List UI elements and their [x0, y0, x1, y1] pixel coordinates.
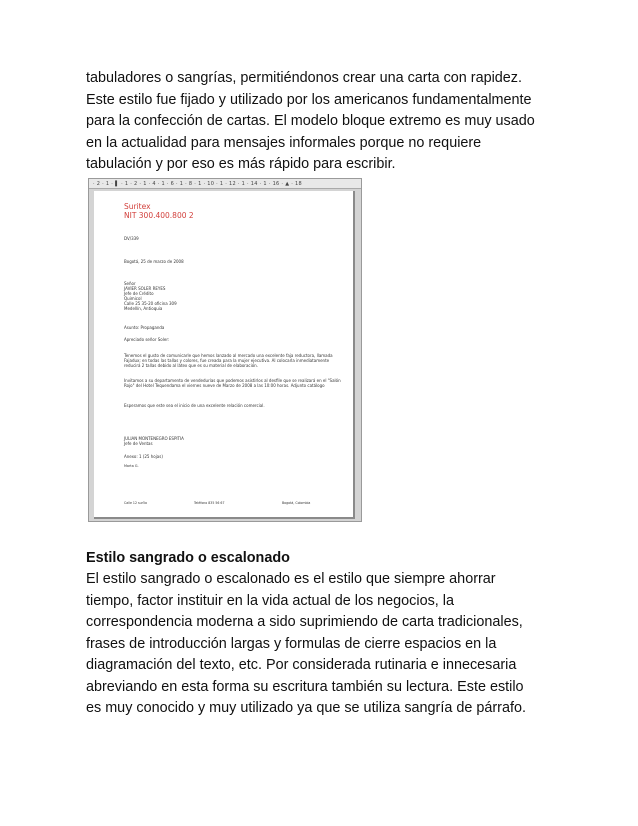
- text-line: frases de introducción largas y formulas de cierre espacios en la: [86, 635, 497, 652]
- letter-body-paragraph: Tenemos el gusto de comunicarle que hemos lanzado al mercado una excelente faja reductora, llamada Fajadux; en todas las tallas y colores, fue creada para la mujer ejecutiva. Al colocarla inmediatamente reducirá 2 tallas debido al látex que es su material de elaboración.: [124, 353, 333, 368]
- text-line: tabulación y por eso es más rápido para escribir.: [86, 156, 396, 172]
- text-line: en la actualidad para mensajes informales porque no requiere: [86, 134, 482, 151]
- signer-name: JULIAN MONTENEGRO ESPITIA: [124, 436, 184, 441]
- letter-body-paragraph: Invitamos a su departamento de vendedurías que podemos asistirlos al desfile que se realizará en el "Salón Rojo" del Hotel Tequendama el viernes nueve de Marzo de 2008 a las 10:00 horas. Adjunto catálogo: [124, 378, 341, 388]
- text-line: tabuladores o sangrías, permitiéndonos crear una carta con rapidez.: [86, 70, 522, 86]
- letter-addressee: [124, 281, 342, 311]
- section-paragraph: [86, 569, 564, 720]
- letter-date: Bogotá, 25 de marzo de 2008: [124, 259, 184, 264]
- text-line: Este estilo fue fijado y utilizado por los americanos fundamentalmente: [86, 91, 532, 108]
- text-line: diagramación del texto, etc. Por considerada rutinaria e innecesaria: [86, 657, 517, 673]
- text-line: para la confección de cartas. El modelo bloque extremo es muy usado: [86, 113, 535, 129]
- letter-subject: Asunto: Propaganda: [124, 325, 165, 330]
- addressee-line: Señor: [124, 281, 136, 286]
- addressee-line: Medellín, Antioquia: [124, 306, 163, 311]
- signer-title: Jefe de Ventas: [124, 441, 153, 446]
- letter-initials: Marta G.: [124, 464, 139, 468]
- text-line: tiempo, factor instituir en la vida actual de los negocios, la: [86, 592, 454, 609]
- letter-page: [94, 191, 355, 519]
- letter-greeting: Apreciado señor Soler:: [124, 337, 170, 342]
- text-line: es muy conocido y muy utilizado ya que se utiliza sangría de párrafo.: [86, 700, 526, 716]
- letter-example-image: [88, 178, 362, 522]
- letter-signature-block: [124, 436, 342, 446]
- text-line: El estilo sangrado o escalonado es el estilo que siempre ahorrar: [86, 571, 496, 587]
- addressee-line: Quimicol: [124, 296, 142, 301]
- letter-attachment: Anexo: 1 (25 hojas): [124, 454, 163, 459]
- letter-reference: DV/339: [124, 236, 139, 241]
- letter-nit: NIT 300.400.800 2: [124, 211, 194, 220]
- footer-address: Calle 12 sur5a: [124, 501, 147, 505]
- addressee-line: JAVIER SOLER REYES: [124, 286, 166, 291]
- text-line: correspondencia moderna a sido suprimiendo de carta tradicionales,: [86, 614, 523, 630]
- letter-closing: Esperamos que este sea el inicio de una excelente relación comercial.: [124, 403, 265, 408]
- footer-city: Bogotá, Colombia: [282, 501, 311, 505]
- letter-brand: Suritex: [124, 202, 151, 211]
- intro-paragraph: [86, 68, 564, 176]
- word-ruler: · 2 · 1 · ▌ · 1 · 2 · 1 · 4 · 1 · 6 · 1 · 8 · 1 · 10 · 1 · 12 · 1 · 14 · 1 · 16 · ▲ · 18: [89, 179, 361, 189]
- section-heading: Estilo sangrado o escalonado: [86, 550, 290, 566]
- text-line: abreviando en esta forma su escritura también su lectura. Este estilo: [86, 678, 524, 695]
- addressee-line: Calle 25 35-20 oficina 309: [124, 301, 177, 306]
- footer-phone: Teléfono 835 56 67: [194, 501, 225, 505]
- addressee-line: Jefe de Crédito: [124, 291, 154, 296]
